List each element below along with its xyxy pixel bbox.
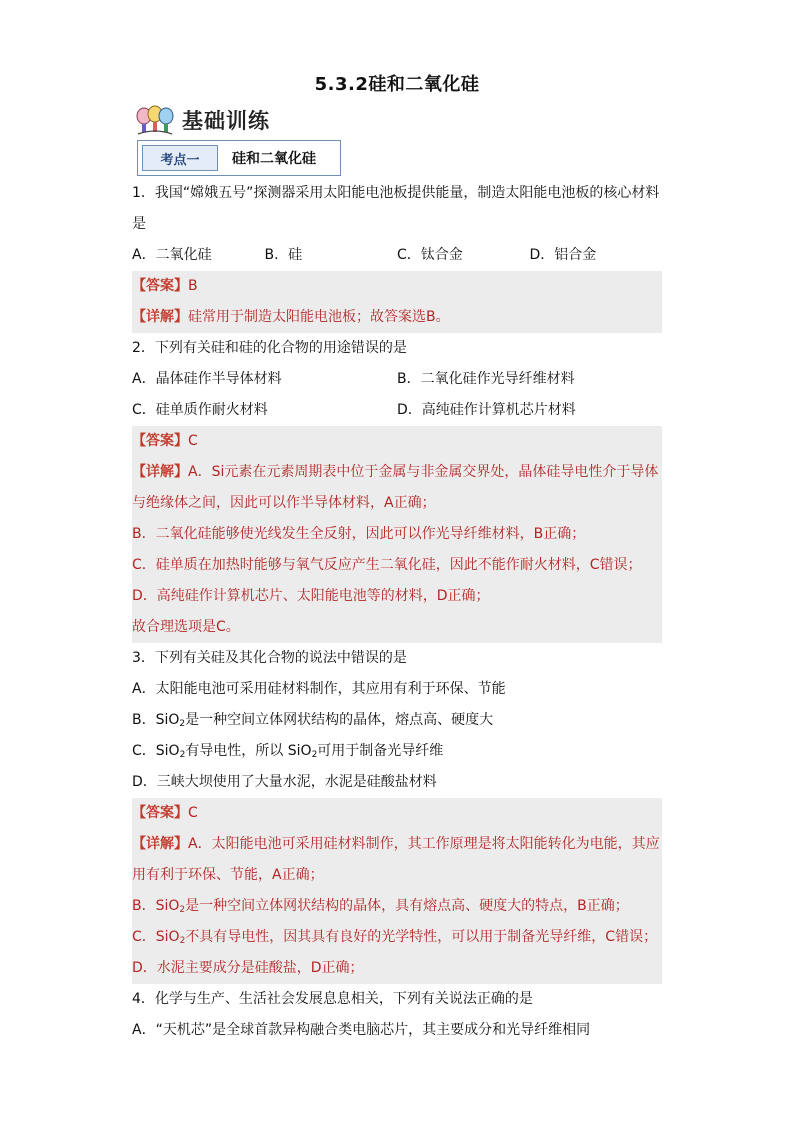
detail-text: 硅常用于制造太阳能电池板；故答案选B。: [188, 309, 450, 325]
page-title: 5.3.2硅和二氧化硅: [314, 74, 480, 95]
answer-tag: 【答案】: [132, 805, 188, 821]
option-a: A．晶体硅作半导体材料: [132, 371, 282, 387]
question-3-answer-block: [132, 798, 662, 984]
option-text: 是一种空间立体网状结构的晶体，熔点高、硬度大: [185, 712, 494, 728]
option-c: C．钛合金: [397, 247, 463, 263]
detail-line: [132, 891, 662, 922]
answer-line: [132, 426, 662, 457]
answer-tag: 【答案】: [132, 433, 188, 449]
option-d: D．三峡大坝使用了大量水泥，水泥是硅酸盐材料: [132, 774, 437, 790]
detail-line: [132, 922, 662, 953]
section-title: 基础训练: [182, 108, 270, 133]
question-3-stem: 3．下列有关硅及其化合物的说法中错误的是: [132, 650, 407, 666]
detail-tag: 【详解】: [132, 836, 188, 852]
detail-line: D．高纯硅作计算机芯片、太阳能电池等的材料，D正确；: [132, 588, 490, 604]
detail-text: A．太阳能电池可采用硅材料制作，其工作原理是将太阳能转化为电能，其应: [188, 836, 660, 852]
question-2-options-row1: [132, 364, 662, 395]
question-list: [132, 178, 662, 1046]
option-a: A．太阳能电池可采用硅材料制作，其应用有利于环保、节能: [132, 681, 506, 697]
lightbulb-logo-icon: [134, 104, 176, 136]
formula-text: C．SiO: [132, 743, 180, 759]
question-1-stem: 1．我国“嫦娥五号”探测器采用太阳能电池板提供能量，制造太阳能电池板的核心材料: [132, 185, 660, 201]
detail-line: 与绝缘体之间，因此可以作半导体材料，A正确；: [132, 495, 436, 511]
answer-tag: 【答案】: [132, 278, 188, 294]
detail-line: 故合理选项是C。: [132, 619, 240, 635]
option-a: A．“天机芯”是全球首款异构融合类电脑芯片，其主要成分和光导纤维相同: [132, 1022, 591, 1038]
detail-line: D．水泥主要成分是硅酸盐，D正确；: [132, 960, 364, 976]
option-text: 有导电性，所以 SiO: [185, 743, 312, 759]
question-1-answer-block: [132, 271, 662, 333]
kaodian-text: 硅和二氧化硅: [232, 151, 316, 167]
kaodian-tag: 考点一: [142, 145, 218, 171]
detail-line: [132, 457, 662, 488]
question-2-options-row2: [132, 395, 662, 426]
detail-tag: 【详解】: [132, 309, 188, 325]
subscript: 2: [311, 750, 318, 760]
question-2-answer-block: [132, 426, 662, 643]
option-b: B．硅: [264, 247, 303, 263]
answer-value: B: [188, 278, 198, 294]
detail-text: 不具有导电性，因其具有良好的光学特性，可以用于制备光导纤维，C错误；: [185, 929, 658, 945]
option-text: 可用于制备光导纤维: [317, 743, 444, 759]
option-a: A．二氧化硅: [132, 247, 212, 263]
option-d: D．铝合金: [529, 247, 597, 263]
detail-text: 是一种空间立体网状结构的晶体，具有熔点高、硬度大的特点，B正确；: [185, 898, 629, 914]
question-1-stem-cont: 是: [132, 216, 146, 232]
answer-value: C: [188, 433, 198, 449]
question-1-options: [132, 240, 662, 271]
detail-line: [132, 302, 662, 333]
question-4-stem: 4．化学与生产、生活社会发展息息相关，下列有关说法正确的是: [132, 991, 533, 1007]
detail-line: C．硅单质在加热时能够与氧气反应产生二氧化硅，因此不能作耐火材料，C错误；: [132, 557, 642, 573]
option-b: B．二氧化硅作光导纤维材料: [397, 371, 575, 387]
option-c: [132, 736, 662, 767]
answer-value: C: [188, 805, 198, 821]
detail-line: 用有利于环保、节能，A正确；: [132, 867, 324, 883]
option-b: [132, 705, 662, 736]
answer-line: [132, 271, 662, 302]
answer-line: [132, 798, 662, 829]
kaodian-box: [137, 140, 341, 176]
question-2-stem: 2．下列有关硅和硅的化合物的用途错误的是: [132, 340, 407, 356]
option-d: D．高纯硅作计算机芯片材料: [397, 402, 576, 418]
option-c: C．硅单质作耐火材料: [132, 402, 268, 418]
detail-line: B．二氧化硅能够使光线发生全反射，因此可以作光导纤维材料，B正确；: [132, 526, 586, 542]
subscript: 2: [179, 936, 186, 946]
detail-line: [132, 829, 662, 860]
subscript: 2: [179, 750, 186, 760]
formula-text: B．SiO: [132, 712, 180, 728]
detail-tag: 【详解】: [132, 464, 188, 480]
formula-text: B．SiO: [132, 898, 180, 914]
section-header: [134, 104, 270, 136]
subscript: 2: [179, 719, 186, 729]
detail-text: A．Si元素在元素周期表中位于金属与非金属交界处，晶体硅导电性介于导体: [188, 464, 659, 480]
formula-text: C．SiO: [132, 929, 180, 945]
subscript: 2: [179, 905, 186, 915]
